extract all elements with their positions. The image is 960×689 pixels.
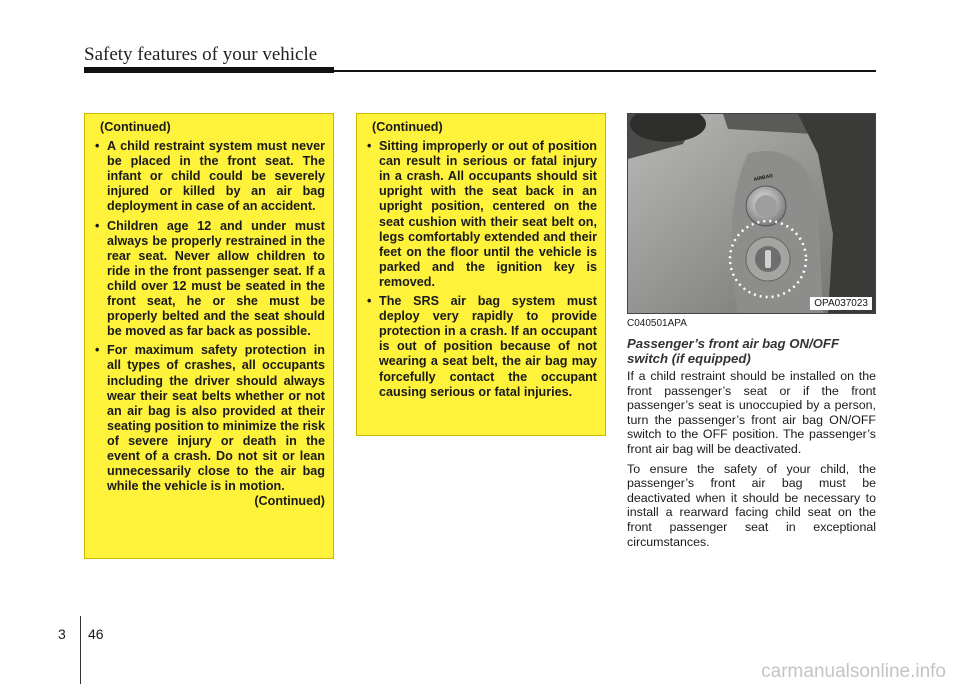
figure-code: OPA037023 [810,297,872,310]
right-column [627,318,876,554]
warning-bullet [95,219,325,340]
watermark-text: carmanualsonline.info [761,661,946,682]
body-paragraph: If a child restraint should be installed on the front passenger’s seat or if the front passenger’s seat is unoccupied by a person, turn the passenger’s front air bag ON/OFF switch to the OFF position. The passenger’s front air bag will be deactivated. [627,369,876,456]
bullet-dot-icon: • [95,218,100,233]
bullet-text: The SRS air bag system must deploy very rapidly to provide protection in a crash. If an occupant is out of position because of not wearing a seat belt, the air bag may forcefully contact the occupant causing serious or fatal injuries. [379,294,597,399]
header-rule-thin [334,70,876,72]
bullet-text: For maximum safety protection in all types of crashes, all occupants including the driver should always wear their seat belts whether or not an air bag is also provided at their seating position to minimize the risk of severe injury or death in the event of a crash. Do not sit or lean unnecessarily close to the air bag while the vehicle is in motion. [107,343,325,494]
continued-label-bottom: (Continued) [254,494,325,509]
bullet-dot-icon: • [367,294,372,309]
switch-label: AIRBAG [753,172,774,183]
continued-label-top: (Continued) [372,120,443,134]
airbag-switch-photo [627,113,876,314]
bullet-text: Children age 12 and under must always be properly restrained in the rear seat. Never allow children to ride in the front passenger seat. If a child over 12 must be seated in the front seat, he or she must be properly belted and the seat should be moved as far back as possible. [107,218,325,339]
header-rule-thick [84,67,334,73]
body-paragraph: To ensure the safety of your child, the passenger’s front air bag must be deactivated when it should be necessary to install a rearward facing child seat on the front passenger seat in exceptional circumstances. [627,461,876,549]
bullet-text: A child restraint system must never be placed in the front seat. The infant or child could be severely injured or killed by an air bag deployment in case of an accident. [107,139,325,214]
page-header-title: Safety features of your vehicle [84,44,318,65]
bullet-dot-icon: • [95,139,100,154]
warning-box-middle [356,113,606,436]
warning-bullet [367,139,597,290]
bullet-dot-icon: • [367,139,372,154]
dashboard-side-illustration [628,114,876,314]
section-subheading: Passenger’s front air bag ON/OFF switch (if equipped) [627,336,840,366]
continued-label-top: (Continued) [100,120,171,134]
warning-bullet [367,294,597,400]
bullet-text: Sitting improperly or out of position can result in serious or fatal injury in a crash. All occupants should sit upright with the seat back in an upright position, centered on the seat cushion with their seat belt on, legs comfortably extended and their feet on the floor until the vehicle is parked and the ignition key is removed. [379,139,597,289]
footer-divider [80,616,81,684]
warning-bullet [95,139,325,214]
warning-bullet [95,343,325,494]
page-number: 46 [88,626,104,642]
section-code: C040501APA [627,318,687,329]
bullet-dot-icon: • [95,343,100,358]
chapter-number: 3 [58,626,66,642]
warning-box-left [84,113,334,559]
